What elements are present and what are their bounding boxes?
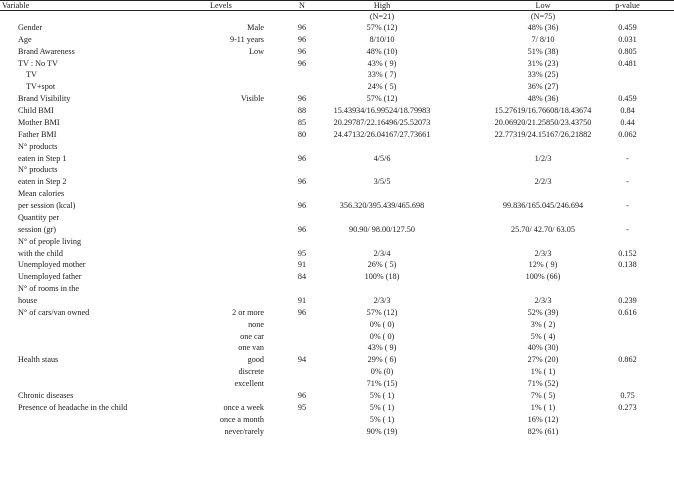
row-pvalue: 0.75 [620,390,635,400]
row-pvalue: 0.44 [620,117,635,127]
row-low: 1% ( 1) [530,367,556,377]
table-row [0,259,674,270]
row-variable: Health staus [18,355,59,365]
row-pvalue: 0.459 [618,94,637,104]
header-pvalue: p-value [615,1,640,10]
row-variable: N° products [18,165,58,175]
header-low-n: (N=75) [530,12,556,21]
row-pvalue: - [626,201,629,211]
row-pvalue: - [626,153,629,163]
row-low: 27% (20) [527,355,559,365]
row-n: 88 [297,106,307,116]
table-row [0,164,674,175]
table-row [0,46,674,57]
row-low: 51% (38) [527,46,559,56]
table-row [0,141,674,152]
row-n: 96 [297,177,307,187]
row-variable: TV [26,70,37,80]
header-low: Low [535,1,551,10]
table-row [0,236,674,247]
row-pvalue: 0.031 [618,34,637,44]
row-level: good [247,355,264,365]
row-high: 2/3/3 [373,296,391,305]
row-low: 31% (23) [527,58,559,68]
row-high: 4/5/6 [373,153,391,163]
table-row [0,212,674,223]
header-levels: Levels [210,1,232,10]
row-variable: Gender [18,23,43,32]
row-low: 36% (27) [527,82,559,92]
row-high: 57% (12) [366,23,398,32]
row-level: once a week [223,402,264,412]
row-low: 52% (39) [527,307,559,317]
row-low: 99.836/165.045/246.694 [502,201,584,211]
row-variable: N° of cars/van owned [18,307,90,317]
row-pvalue: 0.152 [618,248,637,258]
table-row [0,414,674,425]
row-low: 16% (12) [527,414,559,424]
row-high: 33% ( 7) [367,70,397,80]
table-row [0,200,674,211]
row-pvalue: 0.273 [618,402,637,412]
table-row [0,295,674,306]
table-row [0,22,674,33]
row-low: 20.06920/21.25850/23.43750 [494,117,592,127]
table-row [0,248,674,259]
table-row [0,366,674,377]
row-level: one car [240,331,264,341]
row-variable: eaten in Step 2 [18,177,67,187]
row-variable: house [18,296,38,305]
row-low: 2/3/3 [534,248,552,258]
row-high: 24% ( 5) [367,82,397,92]
table-row [0,105,674,116]
row-high: 57% (12) [366,94,398,104]
row-high: 0% ( 0) [369,319,395,329]
row-high: 5% ( 1) [369,390,395,400]
row-n: 84 [297,272,307,282]
row-level: 9-11 years [229,34,264,44]
row-low: 7/ 8/10 [531,34,555,44]
row-high: 15.43934/16.99524/18.79983 [333,106,431,116]
row-pvalue: 0.84 [620,106,635,116]
row-pvalue: 0.862 [618,355,637,365]
row-level: excellent [234,379,264,389]
row-pvalue: - [626,224,629,234]
row-variable: TV : No TV [18,58,58,68]
row-low: 1/2/3 [534,153,552,163]
header-group-size-row [0,11,674,22]
row-high: 90.90/ 98.00/127.50 [349,224,415,234]
row-level: one van [238,343,264,353]
table-row [0,426,674,437]
row-pvalue: 0.481 [618,58,637,68]
row-low: 2/2/3 [534,177,552,187]
table-row [0,176,674,187]
header-high: High [373,1,391,10]
row-low: 82% (61) [527,426,559,436]
row-n: 95 [297,402,307,412]
table-row [0,271,674,282]
row-variable: session (gr) [18,224,56,234]
row-level: 2 or more [232,307,264,317]
table-row [0,69,674,80]
row-high: 100% (18) [364,272,400,282]
row-n: 96 [297,34,307,44]
table-row [0,390,674,401]
row-low: 25.70/ 42.70/ 63.05 [511,224,575,234]
table-row [0,378,674,389]
header-n: N [299,1,305,10]
row-variable: Mean calories [18,189,65,199]
row-variable: with the child [18,248,64,258]
row-high: 8/10/10 [369,34,395,44]
row-n: 96 [297,201,307,211]
row-high: 57% (12) [366,307,398,317]
table-row [0,34,674,45]
row-level: Visible [240,94,264,104]
table-row [0,331,674,342]
row-n: 85 [297,117,307,127]
row-low: 22.77319/24.15167/26.21882 [494,129,592,139]
table-row [0,58,674,69]
row-low: 3% ( 2) [530,319,556,329]
table-row [0,153,674,164]
row-pvalue: 0.805 [618,46,637,56]
row-pvalue: 0.616 [618,307,637,317]
row-low: 100% (66) [525,272,561,282]
row-variable: Quantity per [18,212,60,222]
row-variable: Presence of headache in the child [18,402,128,412]
row-n: 96 [297,307,307,317]
row-variable: N° of people living [18,236,82,246]
row-high: 5% ( 1) [369,402,395,412]
row-low: 33% (25) [527,70,559,80]
row-high: 71% (15) [366,379,398,389]
row-high: 48% (10) [366,46,398,56]
row-pvalue: 0.062 [618,129,637,139]
row-variable: Mother BMI [18,117,60,127]
row-high: 0% (0) [370,367,394,377]
row-high: 3/5/5 [373,177,391,187]
row-pvalue: - [626,177,629,187]
row-pvalue: 0.239 [618,296,637,305]
row-low: 40% (30) [527,343,559,353]
table-row [0,307,674,318]
row-high: 90% (19) [366,426,398,436]
row-variable: Child BMI [18,106,54,116]
row-n: 96 [297,94,307,104]
row-high: 2/3/4 [373,248,391,258]
row-low: 12% ( 9) [528,260,558,270]
row-variable: Unemployed mother [18,260,86,270]
row-variable: N° of rooms in the [18,284,80,294]
row-variable: eaten in Step 1 [18,153,67,163]
row-n: 96 [297,46,307,56]
row-high: 356.320/395.439/465.698 [339,201,425,211]
row-level: once a month [219,414,264,424]
row-high: 29% ( 6) [367,355,397,365]
row-n: 95 [297,248,307,258]
row-variable: Chronic diseases [18,390,74,400]
row-low: 15.27619/16.76608/18.43674 [494,106,592,116]
row-low: 5% ( 4) [530,331,556,341]
row-low: 48% (36) [527,23,559,32]
table-row [0,188,674,199]
table-row [0,319,674,330]
table-row [0,402,674,413]
row-n: 96 [297,58,307,68]
row-low: 7% ( 5) [530,390,556,400]
header-high-n: (N=21) [369,12,395,21]
row-n: 96 [297,23,307,32]
row-n: 96 [297,153,307,163]
row-variable: Father BMI [18,129,57,139]
table-row [0,283,674,294]
row-pvalue: 0.138 [618,260,637,270]
row-variable: Unemployed father [18,272,82,282]
row-n: 80 [297,129,307,139]
row-level: Low [248,46,264,56]
row-high: 43% ( 9) [367,58,397,68]
row-n: 91 [297,296,307,305]
row-n: 96 [297,390,307,400]
row-n: 91 [297,260,307,270]
row-variable: Brand Visibility [18,94,71,104]
row-low: 71% (52) [527,379,559,389]
table-row [0,81,674,92]
table-row [0,93,674,104]
table-row [0,354,674,365]
row-variable: N° products [18,141,58,151]
row-high: 5% ( 1) [369,414,395,424]
row-level: discrete [238,367,264,377]
row-high: 43% ( 9) [367,343,397,353]
row-variable: Age [18,34,32,44]
row-high: 0% ( 0) [369,331,395,341]
row-n: 94 [297,355,307,365]
row-low: 2/3/3 [534,296,552,305]
row-high: 24.47132/26.04167/27.73661 [333,129,431,139]
row-high: 20.29787/22.16496/25.52073 [333,117,431,127]
table-row [0,342,674,353]
row-level: Male [247,23,264,32]
row-level: never/rarely [224,426,264,436]
row-high: 26% ( 5) [367,260,397,270]
row-pvalue: 0.459 [618,23,637,32]
row-variable: Brand Awareness [18,46,75,56]
row-level: none [248,319,264,329]
header-variable: Variable [2,1,30,10]
row-n: 96 [297,224,307,234]
row-variable: TV+spot [26,82,56,92]
row-low: 1% ( 1) [530,402,556,412]
table-row [0,129,674,140]
row-variable: per session (kcal) [18,201,76,211]
row-low: 48% (36) [527,94,559,104]
table-row [0,117,674,128]
table-row [0,224,674,235]
